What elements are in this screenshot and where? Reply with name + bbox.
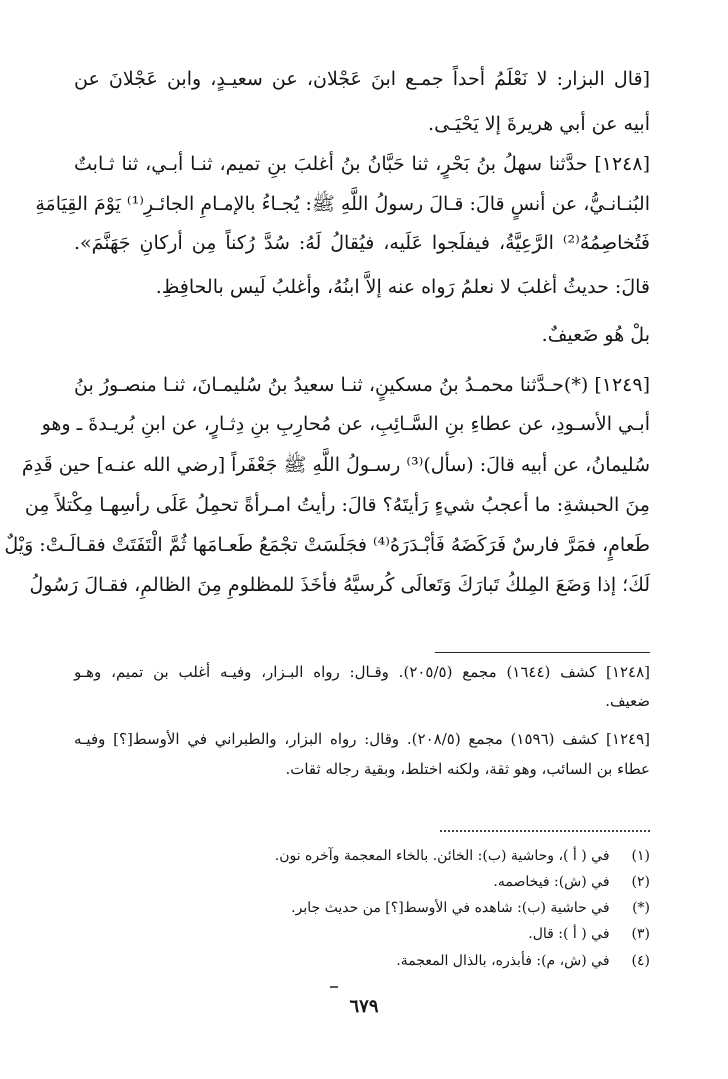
footnote-number: (١) [631, 848, 650, 864]
hadith-1249-line-4: مِنَ الحبشةِ: ما أعجبُ شيءٍ رَأيتَهُ؟ قالَ: رأيتُ امـرأةً تحمِلُ عَلَى رأسِهـا مِكْتلاً مِن [24, 494, 650, 516]
hadith-1248-line-3: فَتُخاصِمُهُ⁽²⁾ الرَّعِيَّةُ، فيفلَجوا عَلَيه، فيُقالُ لَهُ: سُدَّ رُكناً مِن أركانِ جَهَنَّمَ». [74, 232, 650, 254]
hadith-1249-line-1: [١٢٤٩] (*)حـدَّثنا محمـدُ بنُ مسكينٍ، ثنـا سعيدُ بنُ سُليمـانَ، ثنـا منصـورُ بنُ [74, 374, 650, 396]
footnote-star [80, 898, 650, 918]
print-mark [330, 986, 338, 988]
footnote-text: في (ش): فيخاصمه. [493, 874, 610, 890]
text-line-1: [قال البزار: لا نَعْلَمُ أحداً جمـع ابنَ عَجْلان، عن سعيـدٍ، وابن عَجْلانَ عن [74, 68, 650, 90]
hadith-1249-line-5: طَعامٍ، فمَرَّ فارسٌ فَرَكَضَهُ فَأبْـدَرَهُ⁽⁴⁾ فجَلَسَتْ تجْمَعُ طَعـامَها ثُمَّ الْتَفَتَتْ فقـالَـتْ: وَيْلٌ [4, 534, 650, 556]
footnote-text: في ( أ )، وحاشية (ب): الخائن. بالخاء المعجمة وآخره نون. [274, 848, 610, 864]
page-number: ٦٧٩ [349, 996, 379, 1017]
footnote-text: في (ش، م): فأبذره، بالذال المعجمة. [396, 953, 610, 969]
hadith-1249-line-3: سُليمانُ، عن أبيه قالَ: (سأل)⁽³⁾ رسـولُ اللَّهِ ﷺ جَعْفَراً [رضي الله عنـه] حين قَدِمَ [21, 454, 650, 476]
footnote-3 [80, 924, 650, 944]
footnote-number: (٣) [631, 926, 650, 942]
hadith-1249-line-6: لَكَ؛ إذا وَضَعَ المِلكُ تَبارَكَ وَتَعالَى كُرسيَّهُ فأخَذَ للمظلومِ مِنَ الظالمِ، فقـالَ رَسُولُ [29, 574, 650, 596]
footnotes-separator [440, 830, 650, 832]
hadith-note-1249-line-2: عطاء بن السائب، وهو ثقة، ولكنه اختلط، وبقية رجاله ثقات. [285, 760, 650, 778]
footnote-number: (٢) [631, 874, 650, 890]
comment-line-2: بلْ هُو ضَعيفٌ. [541, 324, 650, 346]
comment-line-1: قالَ: حديثُ أغلبَ لا نعلمُ رَواه عنه إلاَّ ابنُهُ، وأغلبُ لَيس بالحافِظِ. [155, 276, 650, 298]
footnote-number: (٤) [631, 953, 650, 969]
footnote-2 [80, 872, 650, 892]
hadith-note-1249-line-1: [١٢٤٩] كشف (١٥٩٦) مجمع (٢٠٨/٥). وقال: رواه البزار، والطبراني في الأوسط[؟] وفيـه [74, 730, 650, 748]
hadith-1249-line-2: أبـي الأسـودِ، عن عطاءِ بنِ السَّـائِبِ، عن مُحارِبِ بنِ دِثـارٍ، عن ابنِ بُريـدةَ ـ وهو [41, 413, 650, 435]
footnote-1 [80, 846, 650, 866]
footnote-text: في ( أ ): قال. [528, 926, 610, 942]
hadith-note-1248-line-2: ضعيف. [605, 692, 650, 710]
notes-separator [435, 652, 650, 653]
hadith-1248-line-1: [١٢٤٨] حدَّثنا سهلُ بنُ بَحْرٍ، ثنا حَبَّانُ بنُ أغلبَ بنِ تميم، ثنـا أبـي، ثنا ثـابتٌ [74, 153, 650, 175]
text-line-2: أبيه عن أبي هريرةَ إلا يَحْيَـى. [428, 113, 650, 135]
footnote-text: في حاشية (ب): شاهده في الأوسط[؟] من حديث جابر. [291, 900, 610, 916]
hadith-1248-line-2: البُنـانـيُّ، عن أنسٍ قالَ: قـالَ رسولُ اللَّهِ ﷺ: يُجـاءُ بالإمـامِ الجائـرِ⁽¹⁾ يَوْمَ القِيَامَةِ [35, 193, 650, 215]
hadith-note-1248-line-1: [١٢٤٨] كشف (١٦٤٤) مجمع (٢٠٥/٥). وقـال: رواه البـزار، وفيـه أغلب بن تميم، وهـو [74, 663, 650, 681]
footnote-number: (*) [632, 900, 650, 916]
footnote-4 [80, 951, 650, 971]
